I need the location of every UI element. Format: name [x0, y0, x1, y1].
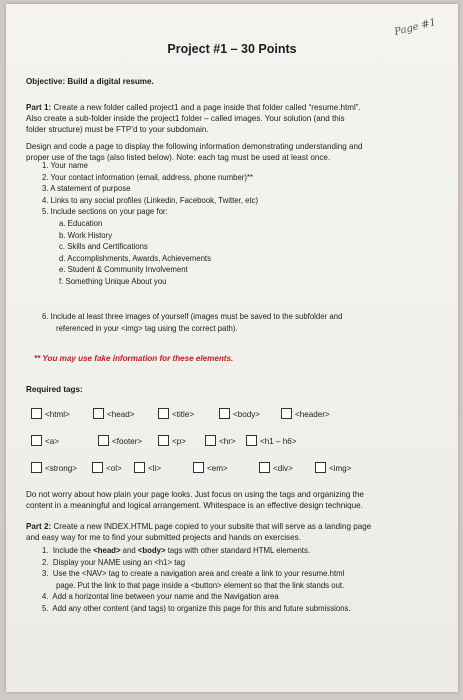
- checkbox-icon: [158, 435, 169, 446]
- required-tags-label: Required tags:: [26, 385, 83, 394]
- tag-checkbox[interactable]: <title>: [158, 408, 194, 420]
- worry-paragraph: [26, 489, 364, 511]
- checkbox-icon: [193, 462, 204, 473]
- checkbox-icon: [205, 435, 216, 446]
- tag-checkbox[interactable]: <hr>: [205, 435, 236, 447]
- objective-label: Objective:: [26, 77, 66, 86]
- part2-list: [42, 545, 351, 615]
- tag-checkbox[interactable]: <li>: [134, 462, 161, 474]
- part1-block: [26, 102, 361, 136]
- tag-checkbox[interactable]: <div>: [259, 462, 293, 474]
- tag-checkbox[interactable]: <a>: [31, 435, 59, 447]
- list-item: 4. Add a horizontal line between your name and the Navigation area: [42, 592, 279, 602]
- checkbox-icon: [31, 435, 42, 446]
- checkbox-icon: [134, 462, 145, 473]
- checkbox-icon: [259, 462, 270, 473]
- handwritten-page-note: Page #1: [393, 17, 438, 38]
- part2-label: Part 2:: [26, 522, 52, 531]
- list-item: 1. Include the <head> and <body> tags with other standard HTML elements.: [42, 546, 311, 555]
- checkbox-icon: [158, 408, 169, 419]
- tag-checkbox[interactable]: <ol>: [92, 462, 122, 474]
- document-page: [6, 4, 458, 692]
- list-item: 5. Include sections on your page for:: [42, 207, 168, 217]
- list-item: 2. Your contact information (email, address, phone number)**: [42, 172, 254, 182]
- list-item: a. Education: [59, 219, 103, 228]
- requirements-list: [42, 160, 258, 218]
- list-item: 6. Include at least three images of yourself (images must be saved to the subfolder and: [42, 312, 343, 321]
- tag-checkbox[interactable]: <p>: [158, 435, 186, 447]
- tag-checkbox[interactable]: <footer>: [98, 435, 142, 447]
- part1-line-1: Create a new folder called project1 and a page inside that folder called “resume.html”.: [53, 103, 361, 112]
- list-item: 1. Your name: [42, 161, 88, 170]
- list-item: b. Work History: [59, 230, 113, 240]
- fake-info-note: ** You may use fake information for these elements.: [34, 354, 234, 363]
- tag-checkbox[interactable]: <img>: [315, 462, 352, 474]
- design-line-1: Design and code a page to display the following information demonstrating understanding and: [26, 142, 363, 151]
- part1-label: Part 1:: [26, 103, 52, 112]
- part1-line-2: Also create a sub-folder inside the project1 folder – called images. Your solution (and this: [26, 114, 345, 124]
- list-item: c. Skills and Certifications: [59, 242, 148, 252]
- tag-checkbox[interactable]: <h1 – h6>: [246, 435, 296, 447]
- list-item: d. Accomplishments, Awards, Achievements: [59, 253, 211, 263]
- list-item: e. Student & Community Involvement: [59, 265, 188, 275]
- design-line-2: proper use of the tags (also listed below). Note: each tag must be used at least once.: [26, 153, 331, 163]
- list-item-continuation: referenced in your <img> tag using the correct path).: [56, 323, 238, 333]
- tag-checkbox[interactable]: <header>: [281, 408, 330, 420]
- objective-line: [26, 76, 154, 87]
- checkbox-icon: [31, 462, 42, 473]
- list-item: 5. Add any other content (and tags) to organize this page for this and future submissions.: [42, 603, 351, 613]
- list-item: 3. Use the <NAV> tag to create a navigation area and create a link to your resume.html: [42, 569, 345, 579]
- tag-checkbox[interactable]: <html>: [31, 408, 70, 420]
- tag-checkbox[interactable]: <em>: [193, 462, 228, 474]
- tag-checkbox[interactable]: <strong>: [31, 462, 77, 474]
- worry-line-1: Do not worry about how plain your page looks. Just focus on using the tags and organizing the: [26, 490, 364, 499]
- checkbox-icon: [98, 435, 109, 446]
- objective-text: Build a digital resume.: [67, 77, 154, 86]
- images-item: [42, 311, 342, 334]
- list-item: 3. A statement of purpose: [42, 184, 131, 194]
- tag-checkbox[interactable]: <body>: [219, 408, 260, 420]
- list-item-continuation: page. Put the link to that page inside a <button> element so that the link stands out.: [56, 580, 345, 590]
- part1-line-3: folder structure) must be FTP’d to your subdomain.: [26, 125, 209, 135]
- part2-block: [26, 521, 371, 543]
- checkbox-icon: [92, 462, 103, 473]
- checkbox-icon: [281, 408, 292, 419]
- checkbox-icon: [315, 462, 326, 473]
- checkbox-icon: [31, 408, 42, 419]
- list-item: f. Something Unique About you: [59, 276, 167, 286]
- checkbox-icon: [246, 435, 257, 446]
- tag-checkbox[interactable]: <head>: [93, 408, 134, 420]
- checkbox-icon: [219, 408, 230, 419]
- part2-line-2: and easy way for me to find your submitted projects and hands on exercises.: [26, 533, 301, 543]
- list-item: 2. Display your NAME using an <h1> tag: [42, 557, 186, 567]
- list-item: 4. Links to any social profiles (Linkedin, Facebook, Twitter, etc): [42, 195, 259, 205]
- checkbox-icon: [93, 408, 104, 419]
- part2-line-1: Create a new INDEX.HTML page copied to your subsite that will serve as a landing page: [53, 522, 372, 531]
- sections-sublist: [59, 218, 211, 288]
- page-title: Project #1 – 30 Points: [167, 42, 297, 56]
- worry-line-2: content in a meaningful and logical arrangement. Whitespace is an effective design technique.: [26, 501, 363, 511]
